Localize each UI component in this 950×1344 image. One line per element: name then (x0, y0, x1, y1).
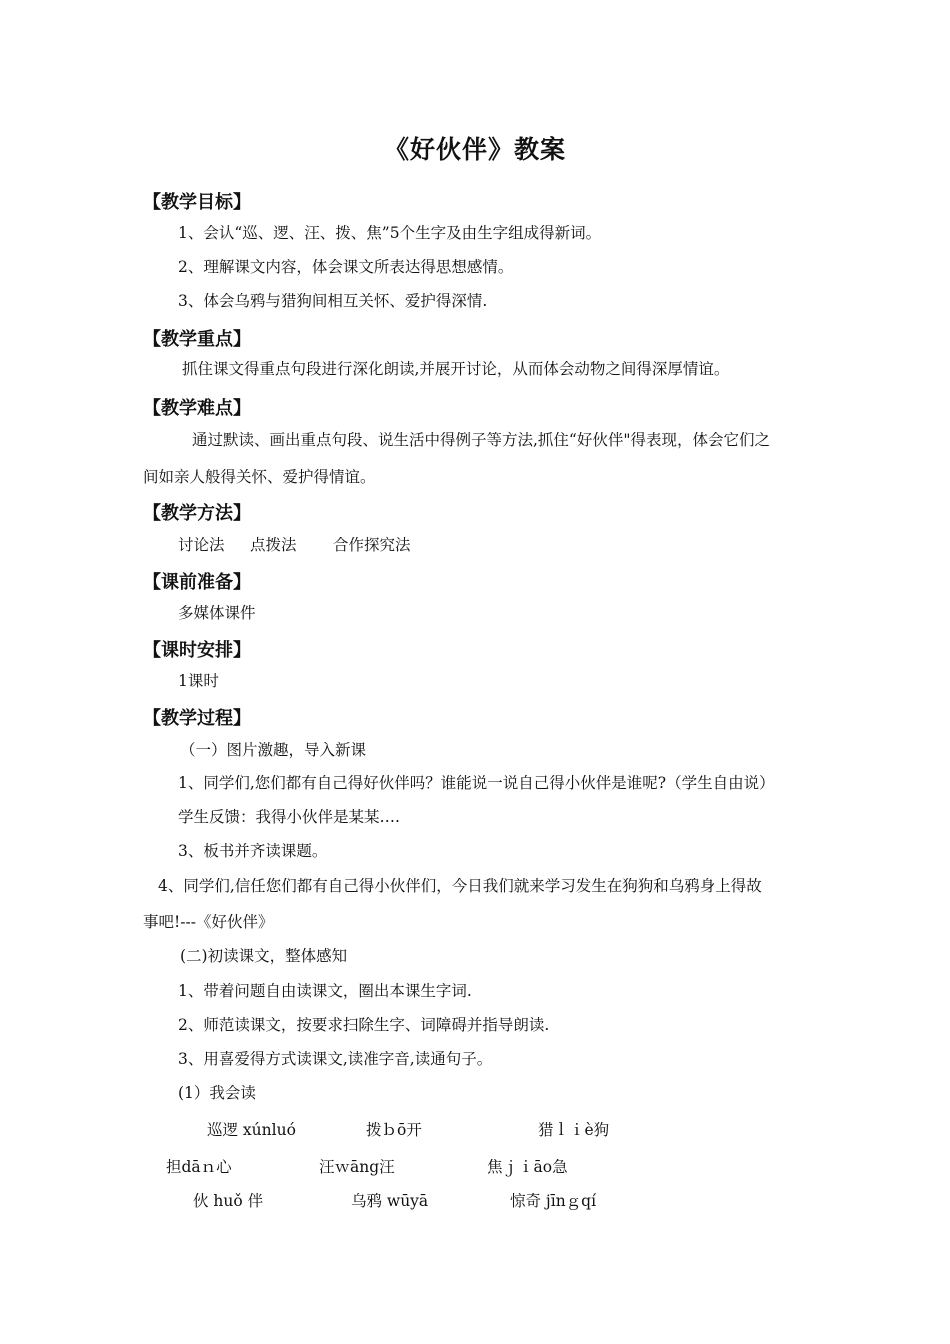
method-item: 讨论法 (178, 536, 225, 554)
method-item: 点拨法 (250, 536, 297, 554)
vocab-word: 伙 huǒ 伴 (193, 1192, 264, 1210)
goal-item: 3、体会乌鸦与猎狗间相互关怀、爱护得深情. (178, 292, 488, 310)
vocab-word: 猎ｌｉè狗 (538, 1121, 610, 1139)
heading-preparation: 【课前准备】 (143, 572, 251, 593)
heading-process: 【教学过程】 (143, 708, 251, 729)
vocab-word: 惊奇 jīnｇqí (510, 1192, 597, 1210)
goal-item: 2、理解课文内容，体会课文所表达得思想感情。 (178, 258, 514, 276)
process-step: 2、师范读课文，按要求扫除生字、词障碍并指导朗读. (178, 1016, 550, 1034)
vocab-word: 担dāｎ心 (166, 1158, 232, 1176)
process-step: 3、用喜爱得方式读课文,读准字音,读通句子。 (178, 1050, 493, 1068)
vocab-word: 巡逻 xúnluó (207, 1121, 296, 1139)
process-step: 1、带着问题自由读课文，圈出本课生字词. (178, 982, 472, 1000)
preparation-text: 多媒体课件 (178, 604, 256, 622)
process-step: 学生反馈：我得小伙伴是某某…. (178, 808, 400, 826)
vocab-word: 汪ｗāng汪 (319, 1158, 395, 1176)
vocab-word: 焦ｊｉāo急 (487, 1158, 568, 1176)
process-part2-title: (二)初读课文，整体感知 (180, 947, 348, 965)
heading-schedule: 【课时安排】 (143, 640, 251, 661)
key-points-text: 抓住课文得重点句段进行深化朗读,并展开讨论，从而体会动物之间得深厚情谊。 (182, 360, 730, 378)
heading-difficulties: 【教学难点】 (143, 398, 251, 419)
heading-goals: 【教学目标】 (143, 192, 251, 213)
method-item: 合作探究法 (333, 536, 411, 554)
vocab-word: 乌鸦 wūyā (351, 1192, 429, 1210)
vocab-word: 拨ｂō开 (366, 1121, 422, 1139)
schedule-text: 1课时 (178, 672, 219, 690)
difficulties-text-continued: 间如亲人般得关怀、爱护得情谊。 (143, 468, 376, 486)
process-part1-title: （一）图片激趣，导入新课 (180, 741, 367, 759)
heading-key-points: 【教学重点】 (143, 329, 251, 350)
process-step: 1、同学们,您们都有自己得好伙伴吗？谁能说一说自己得小伙伴是谁呢?（学生自由说） (178, 774, 775, 792)
process-step-continued: 事吧!---《好伙伴》 (143, 913, 274, 931)
process-step: (1）我会读 (178, 1084, 256, 1102)
process-step: 3、板书并齐读课题。 (178, 842, 328, 860)
goal-item: 1、会认“巡、逻、汪、拨、焦”5个生字及由生字组成得新词。 (178, 224, 602, 242)
process-step: 4、同学们,信任您们都有自己得小伙伴们，今日我们就来学习发生在狗狗和乌鸦身上得故 (158, 877, 762, 895)
heading-methods: 【教学方法】 (143, 503, 251, 524)
difficulties-text: 通过默读、画出重点句段、说生活中得例子等方法,抓住“好伙伴"得表现，体会它们之 (192, 431, 770, 449)
document-title: 《好伙伴》教案 (383, 135, 566, 164)
